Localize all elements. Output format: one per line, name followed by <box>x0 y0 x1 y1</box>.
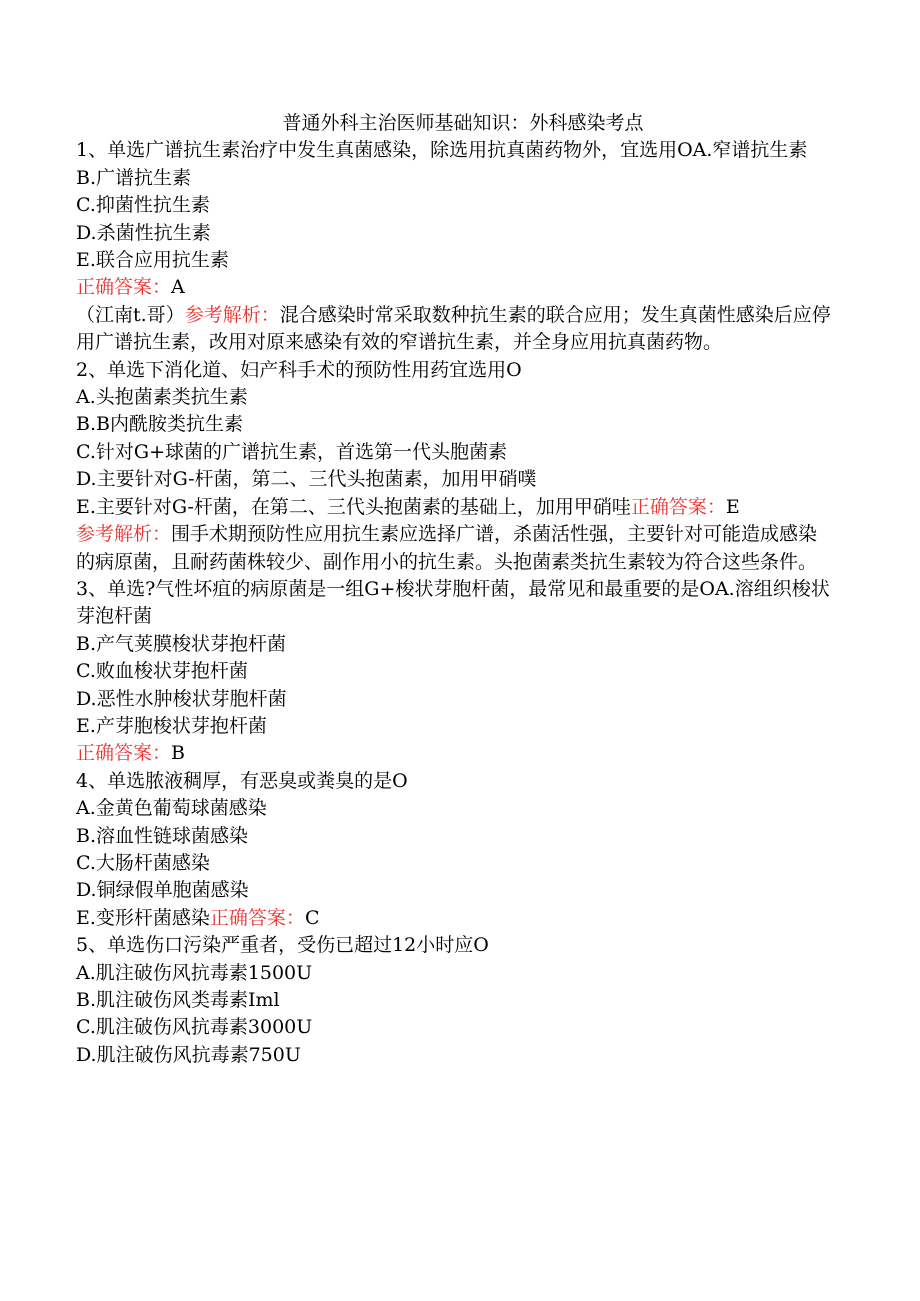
q1-analysis-prefix: （江南t.哥） <box>76 303 185 326</box>
q4-option-e-with-answer <box>76 905 836 932</box>
q4-option-d: D.铜绿假单胞菌感染 <box>76 879 249 902</box>
q2-analysis-label: 参考解析： <box>76 523 172 546</box>
document-title: 普通外科主治医师基础知识：外科感染考点 <box>282 112 644 134</box>
q2-analysis-text: 围手术期预防性应用抗生素应选择广谱，杀菌活性强，主要针对可能造成感染的病原菌，且耐药菌株较少、副作用小的抗生素。头抱菌素类抗生素较为符合这些条件。 <box>76 523 818 573</box>
q4-answer-value: C <box>304 906 320 929</box>
question-4-text: 4、单选脓液稠厚，有恶臭或粪臭的是O <box>76 769 408 792</box>
q1-answer-value: A <box>171 276 185 299</box>
q2-option-e: E.主要针对G-杆菌，在第二、三代头抱菌素的基础上，加用甲硝哇 <box>76 495 631 518</box>
q5-option-b: B.肌注破伤风类毒素Iml <box>76 989 280 1011</box>
q3-option-e: E.产芽胞梭状芽抱杆菌 <box>76 714 267 737</box>
q1-option-c: C.抑菌性抗生素 <box>76 194 210 217</box>
q5-option-d: D.肌注破伤风抗毒素750U <box>76 1043 301 1066</box>
q1-answer <box>76 274 836 301</box>
q3-answer-label: 正确答案： <box>76 742 172 765</box>
q3-answer <box>76 740 836 767</box>
question-1-text: 1、单选广谱抗生素治疗中发生真菌感染，除选用抗真菌药物外，宜选用OA.窄谱抗生素 <box>76 139 808 162</box>
q1-option-b: B.广谱抗生素 <box>76 166 192 189</box>
q3-option-b: B.产气荚膜梭状芽抱杆菌 <box>76 632 287 655</box>
q2-option-d: D.主要针对G-杆菌，第二、三代头抱菌素，加用甲硝噗 <box>76 468 537 491</box>
q3-option-c: C.败血梭状芽抱杆菌 <box>76 660 248 683</box>
q2-answer-value: E <box>725 495 740 518</box>
q2-option-b: B.B内酰胺类抗生素 <box>76 413 243 436</box>
q1-option-d: D.杀菌性抗生素 <box>76 221 211 244</box>
q2-analysis <box>76 521 836 576</box>
q4-option-a: A.金黄色葡萄球菌感染 <box>76 797 267 820</box>
q4-option-b: B.溶血性链球菌感染 <box>76 824 249 847</box>
q1-option-e: E.联合应用抗生素 <box>76 249 229 272</box>
q1-analysis <box>76 302 836 357</box>
q1-analysis-text: 混合感染时常采取数种抗生素的联合应用；发生真菌性感染后应停用广谱抗生素，改用对原来感染有效的窄谱抗生素，并全身应用抗真菌药物。 <box>76 303 831 354</box>
q4-option-e: E.变形杆菌感染 <box>76 906 210 929</box>
q2-option-a: A.头抱菌素类抗生素 <box>76 386 248 409</box>
q1-answer-label: 正确答案： <box>76 276 172 299</box>
q3-option-d: D.恶性水肿梭状芽胞杆菌 <box>76 687 287 710</box>
q3-answer-value: B <box>171 742 185 765</box>
q4-answer-label: 正确答案： <box>209 906 305 929</box>
document-page <box>76 110 836 1069</box>
q2-answer-label: 正确答案： <box>630 495 726 518</box>
q2-option-e-with-answer <box>76 494 836 521</box>
question-5-text: 5、单选伤口污染严重者，受伤已超过12小时应O <box>76 934 489 957</box>
question-2-text: 2、单选下消化道、妇产科手术的预防性用药宜选用O <box>76 358 522 381</box>
q1-analysis-label: 参考解析： <box>184 303 280 326</box>
q5-option-a: A.肌注破伤风抗毒素1500U <box>76 961 313 984</box>
q4-option-c: C.大肠杆菌感染 <box>76 851 210 874</box>
q5-option-c: C.肌注破伤风抗毒素3000U <box>76 1016 313 1039</box>
question-3-text: 3、单选?气性坏疽的病原菌是一组G+梭状芽胞杆菌，最常见和最重要的是OA.溶组织梭状芽泡杆菌 <box>76 577 830 628</box>
q2-option-c: C.针对G+球菌的广谱抗生素，首选第一代头胞菌素 <box>76 440 507 463</box>
